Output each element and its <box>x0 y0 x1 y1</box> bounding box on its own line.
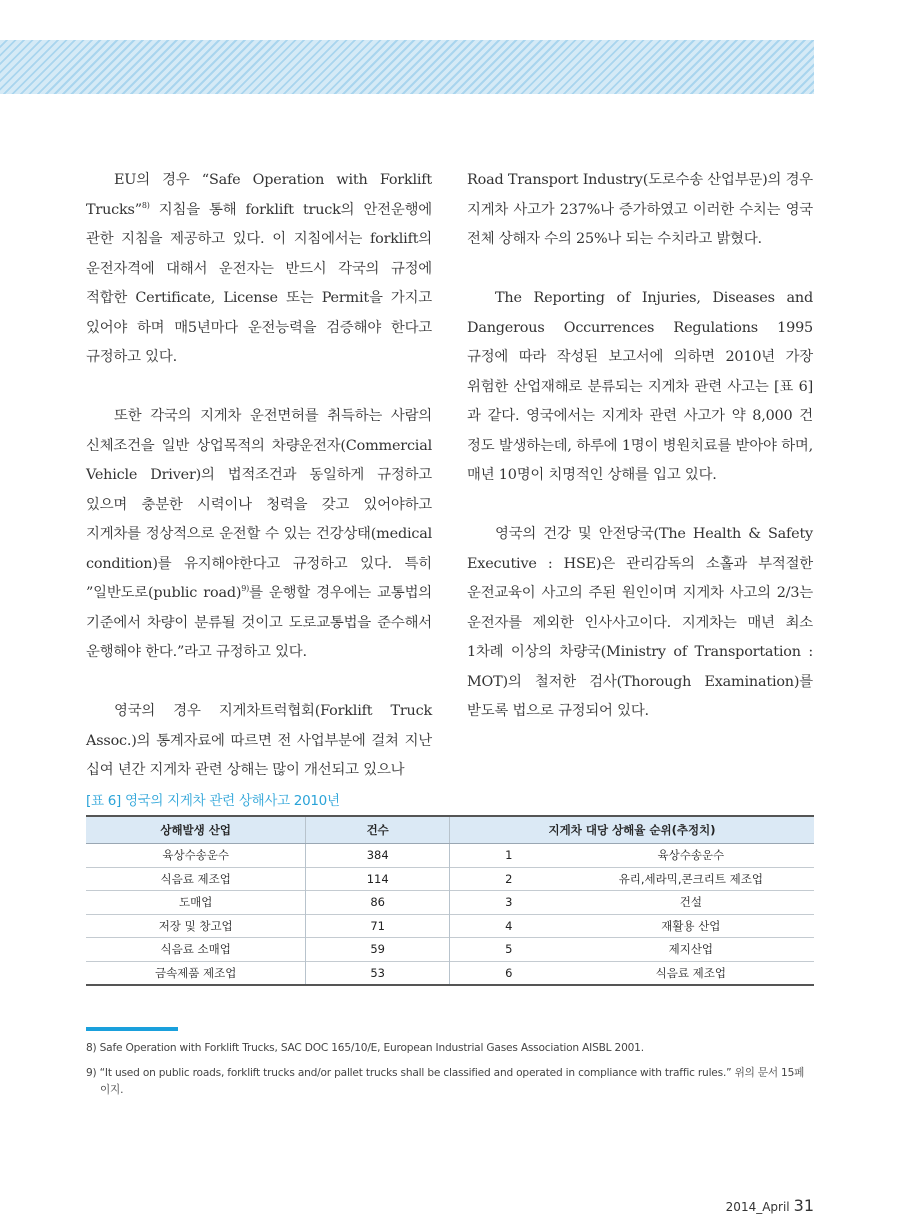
cell-count: 53 <box>306 961 450 985</box>
cell-rank-industry: 건설 <box>679 895 702 910</box>
cell-count: 86 <box>306 891 450 915</box>
cell-industry: 육상수송운수 <box>86 844 306 868</box>
cell-rank-industry: 재활용 산업 <box>661 918 721 933</box>
injury-table <box>86 815 814 986</box>
cell-rank: 6 <box>505 965 513 980</box>
header-industry: 상해발생 산업 <box>86 816 306 844</box>
cell-rank: 2 <box>505 871 513 886</box>
footnote-9: 9) “It used on public roads, forklift trucks and/or pallet trucks shall be classified and operated in compliance with traffic rules.” 위의 문서 15페이지. <box>86 1067 805 1096</box>
right-paragraph-1: Road Transport Industry(도로수송 산업부문)의 경우 지게차 사고가 237%나 증가하였고 이러한 수치는 영국 전체 상해자 수의 25%나 되는 수치라고 밝혔다. <box>467 172 813 247</box>
left-paragraph-1: EU의 경우 “Safe Operation with Forklift Trucks”$^{8)}$ 지침을 통해 forklift truck의 안전운행에 관한 지침을 제공하고 있다. 이 지침에서는 forklift의 운전자격에 대해서 운전자는 반드시 각국의 규정에 적합한 Certificate, License 또는 Permit을 가지고 있어야 하며 매5년마다 운전능력을 검증해야 한다고 규정하고 있다. <box>86 172 432 365</box>
table-row <box>86 844 814 868</box>
table-header-row <box>86 816 814 844</box>
footnote-8: 8) Safe Operation with Forklift Trucks, SAC DOC 165/10/E, European Industrial Gases Association AISBL 2001. <box>86 1042 644 1054</box>
cell-rank-industry: 유리,세라믹,콘크리트 제조업 <box>618 871 763 886</box>
right-paragraph-3: 영국의 건강 및 안전당국(The Health & Safety Executive : HSE)은 관리감독의 소홀과 부적절한 운전교육이 사고의 주된 원인이며 지게차 사고의 2/3는 운전자를 제외한 인사사고이다. 지게차는 매년 최소 1차례 이상의 차량국(Ministry of Transportation : MOT)의 철저한 검사(Thorough Examination)를 받도록 법으로 규정되어 있다. <box>467 526 813 719</box>
page-folio <box>726 1196 814 1215</box>
cell-industry: 식음료 제조업 <box>86 867 306 891</box>
left-paragraph-2: 또한 각국의 지게차 운전면허를 취득하는 사람의 신체조건을 일반 상업목적의 차량운전자(Commercial Vehicle Driver)의 법적조건과 동일하게 규정하고 있으며 충분한 시력이나 청력을 갖고 있어야하고 지게차를 정상적으로 운전할 수 있는 건강상태(medical condition)를 유지해야한다고 규정하고 있다. 특히 ”일반도로(public road)$^{9)}$를 운행할 경우에는 교통법의 기준에서 차량이 분류될 것이고 도로교통법을 준수해서 운행해야 한다.”라고 규정하고 있다. <box>86 408 432 660</box>
cell-rank: 3 <box>505 895 513 910</box>
right-column <box>467 166 813 727</box>
table-row <box>86 914 814 938</box>
cell-count: 114 <box>306 867 450 891</box>
cell-rank: 4 <box>505 918 513 933</box>
cell-rank-industry: 식음료 제조업 <box>655 965 726 980</box>
right-paragraph-2: The Reporting of Injuries, Diseases and Dangerous Occurrences Regulations 1995 규정에 따라 작성된 보고서에 의하면 2010년 가장 위험한 산업재해로 분류되는 지게차 관련 사고는 [표 6]과 같다. 영국에서는 지게차 관련 사고가 약 8,000 건 정도 발생하는데, 하루에 1명이 병원치료를 받아야 하며, 매년 10명이 치명적인 상해를 입고 있다. <box>467 290 813 483</box>
cell-rank-industry: 육상수송운수 <box>657 848 725 863</box>
cell-rank-industry: 제지산업 <box>668 942 714 957</box>
cell-industry: 식음료 소매업 <box>86 938 306 962</box>
table-row <box>86 938 814 962</box>
header-count: 건수 <box>306 816 450 844</box>
cell-count: 384 <box>306 844 450 868</box>
table-caption: [표 6] 영국의 지게차 관련 상해사고 2010년 <box>86 793 340 809</box>
table-row <box>86 867 814 891</box>
cell-count: 59 <box>306 938 450 962</box>
cell-count: 71 <box>306 914 450 938</box>
top-decorative-band <box>0 40 814 94</box>
page-number: 31 <box>793 1196 814 1215</box>
footnotes <box>86 1040 814 1099</box>
left-paragraph-3: 영국의 경우 지게차트럭협회(Forklift Truck Assoc.)의 통계자료에 따르면 전 사업부분에 걸쳐 지난 십여 년간 지게차 관련 상해는 많이 개선되고 있으나 <box>86 703 432 778</box>
cell-industry: 금속제품 제조업 <box>86 961 306 985</box>
issue-label: 2014_April <box>725 1200 790 1214</box>
cell-rank: 1 <box>505 848 513 863</box>
table-row <box>86 961 814 985</box>
left-column <box>86 166 432 786</box>
table-row <box>86 891 814 915</box>
cell-industry: 도매업 <box>86 891 306 915</box>
footnote-ref-9[interactable]: 9) <box>241 584 250 594</box>
header-rank: 지게차 대당 상해율 순위(추정치) <box>450 816 815 844</box>
cell-rank: 5 <box>505 942 513 957</box>
footnote-ref-8[interactable]: 8) <box>141 200 150 210</box>
footnote-divider <box>86 1027 178 1031</box>
cell-industry: 저장 및 창고업 <box>86 914 306 938</box>
